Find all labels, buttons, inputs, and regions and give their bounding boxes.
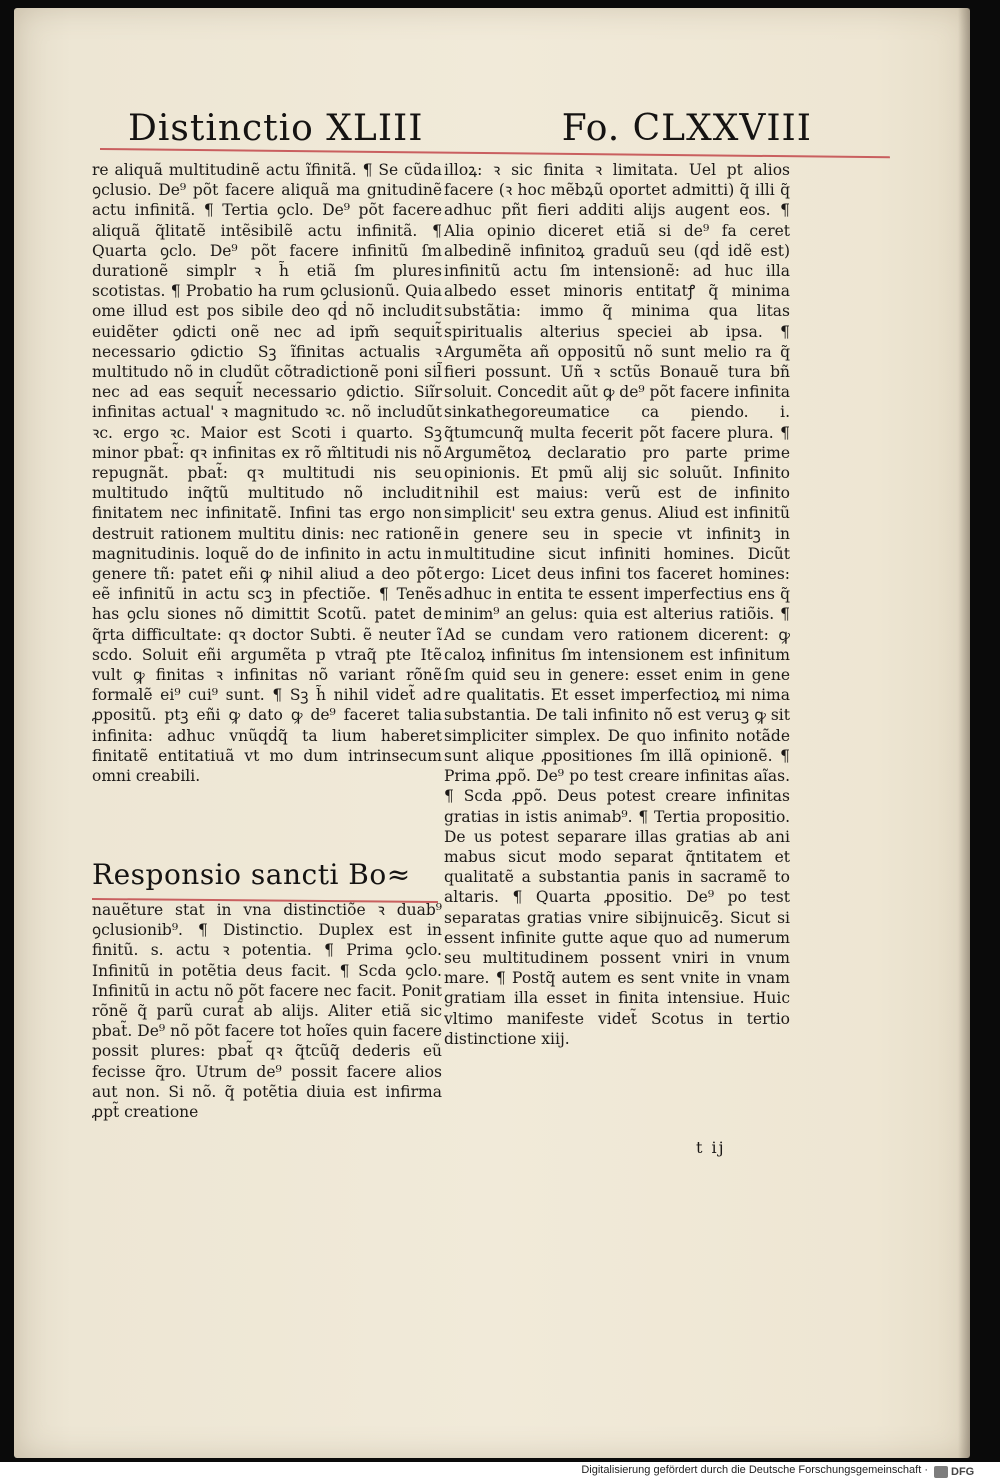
folio-number: Fo. CLXXVIII xyxy=(561,108,812,149)
footer-credit: Digitalisierung gefördert durch die Deutsche Forschungsgemeinschaft · xyxy=(581,1464,928,1476)
running-title: Distinctio XLIII xyxy=(128,108,424,149)
left-paragraph-2: nauẽture stat in vna distinctiõe ꝛ duab⁹ ꝯclusionib⁹. ¶ Distinctio. Duplex est in finitũ. s. actu ꝛ potentia. ¶ Prima ꝯclo. Infinitũ in potẽtia deus facit. ¶ Scda ꝯclo. Infinitũ in actu nõ põt facere nec facit. Ponit rõnẽ q̃ parũ curat̃ ab alijs. Aliter etiã sic pbat̃. De⁹ nõ põt facere tot hoĩes quin facere possit plures: pbat̃ qꝛ q̃tcũq̃ dederis eũ fecisse q̃ro. Utrum de⁹ possit facere alios aut non. Si nõ. q̃ potẽtia diuia est infirma ꝓpt̃ creatione xyxy=(92,901,442,1122)
digitization-footer xyxy=(0,1462,1000,1482)
page-gutter-shadow xyxy=(958,8,970,1458)
left-column-continued xyxy=(92,900,442,1122)
signature-mark: t ij xyxy=(696,1138,726,1157)
dfg-logo-text: DFG xyxy=(951,1465,975,1478)
right-column xyxy=(444,160,790,1049)
left-paragraph-1: re aliquã multitudinẽ actu ĩfinitã. ¶ Se cũda ꝯclusio. De⁹ põt facere aliquã ma gnitudinẽ actu infinitã. ¶ Tertia ꝯclo. De⁹ põt facere aliquã q̃litatẽ intẽsibilẽ actu infinitã. ¶ Quarta ꝯclo. De⁹ põt facere infinitũ ſm durationẽ simplr ꝛ h̃ etiã ſm plures scotistas. ¶ Probatio ha rum ꝯclusionũ. Quia ome illud est pos sibile deo qḋ nõ includit euidẽter ꝯdicti onẽ nec ad ipm̃ sequit̃ necessario ꝯdictio Sꝫ ĩfinitas actualis ꝛ multitudo nõ in cludũt cõtradictionẽ poni sil̃ nec ad eas sequit̃ necessario ꝯdictio. Siĩr infinitas actual' ꝛ magnitudo ꝛc. nõ includũt ꝛc. ergo ꝛc. Maior est Scoti i quarto. Sꝫ minor pbat̃: qꝛ infinitas ex rõ m̃ltitudi nis nõ repugnãt. pbat̃: qꝛ multitudi nis seu multitudo inq̃tũ multitudo nõ includit finitatem nec infinitatẽ. Infini tas ergo non destruit rationem multitu dinis: nec rationẽ magnitudinis. loquẽ do de infinito in actu in genere tñ: patet eñi ꝙ nihil aliud a deo põt eẽ infinitũ in actu scꝫ in pfectiõe. ¶ Tenẽs has ꝯclu siones nõ dimittit Scotũ. patet de q̃rta difficultate: qꝛ doctor Subti. ẽ neuter ĩ scdo. Soluit eñi argumẽta p vtraq̃ pte Itẽ vult ꝙ finitas ꝛ infinitas nõ variant rõnẽ formalẽ ei⁹ cui⁹ sunt. ¶ Sꝫ h̃ nihil videt̃ ad ꝓpositũ. ptꝫ eñi ꝙ dato ꝙ de⁹ faceret talia infinita: adhuc vnũqḋq̃ ta lium haberet finitatẽ entitatiuã vt mo dum intrinsecum omni creabili. xyxy=(92,161,442,786)
right-paragraph-1: illoꝝ: ꝛ sic finita ꝛ limitata. Uel pt alios facere (ꝛ hoc mẽbꝝũ oportet admitti) q̃ illi q̃ adhuc pñt fieri additi alijs augent eos. ¶ Alia opinio diceret etiã si de⁹ fa ceret albedinẽ infinitoꝝ graduũ seu (qḋ idẽ est) infinitũ actu ſm intensionẽ: ad huc illa albedo esset minoris entitatꝭ q̃ minima substãtia: immo q̃ minima qua litas spiritualis alterius speciei ab ipsa. ¶ Argumẽta añ oppositũ nõ sunt melio ra q̃ fieri possunt. Uñ ꝛ sctũs Bonauẽ tura bñ soluit. Concedit aũt ꝙ de⁹ põt facere infinita sinkathegoreumatice ca piendo. i. q̃tumcunq̃ multa fecerit põt facere plura. ¶ Argumẽtoꝝ declaratio pro parte prime opinionis. Et pmũ alij sic soluũt. Infinito nihil est maius: verũ est de infinito simplicit' seu extra genus. Aliud est infinitũ in genere seu in specie vt infinitꝫ in multitudine sicut infiniti homines. Dicũt ergo: Licet deus infini tos faceret homines: adhuc in entita te essent imperfectius ens q̃ minim⁹ an gelus: quia est alterius ratiõis. ¶ Ad se cundam vero rationem dicerent: ꝙ caloꝝ infinitus ſm intensionem est infinitum ſm quid seu in genere: esset enim in gene re qualitatis. Et esset imperfectioꝝ mi nima substantia. De tali infinito nõ est veruꝫ ꝙ sit simpliciter simplex. De quo infinito notãde sunt alique ꝓpositiones ſm illã opinionẽ. ¶ Prima ꝓpõ. De⁹ po test creare infinitas aĩas. ¶ Scda ꝓpõ. Deus potest creare infinitas gratias in istis animab⁹. ¶ Tertia propositio. De us potest separare illas gratias ab ani mabus sicut modo separat q̃ntitatem et qualitatẽ a substantia panis in sacramẽ to altaris. ¶ Quarta ꝓpositio. De⁹ po test separatas gratias vnire sibijnuicẽꝫ. Sicut si essent infinite gutte aque quo ad numerum seu multitudinem possent vniri in vnum mare. ¶ Postq̃ autem es sent vnite in vnam gratiam illa esset in finita intensiue. Huic vltimo manifeste videt̃ Scotus in tertio distinctione xiij. xyxy=(444,161,790,1048)
dfg-logo-icon xyxy=(934,1466,948,1478)
dfg-logo xyxy=(934,1464,992,1479)
left-column xyxy=(92,160,442,786)
section-heading: Responsio sancti Bo≈ xyxy=(92,858,411,891)
